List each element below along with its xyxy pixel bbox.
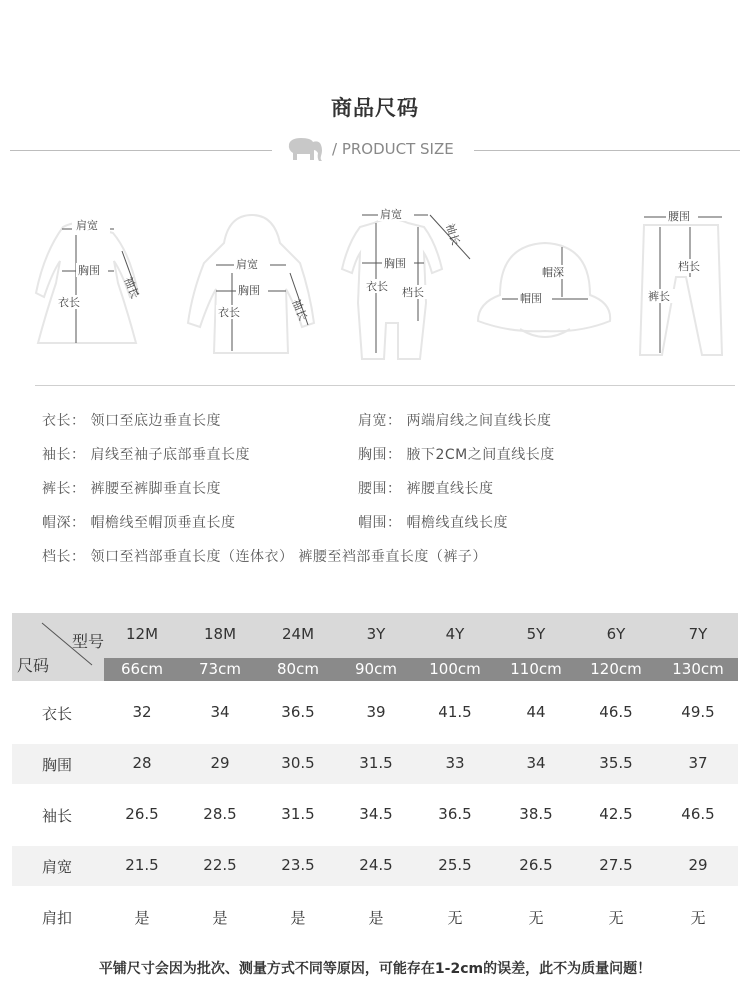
height-header-cell: 100cm xyxy=(429,660,481,678)
table-cell: 36.5 xyxy=(438,805,472,823)
height-header-cell: 80cm xyxy=(277,660,319,678)
table-cell: 35.5 xyxy=(599,754,633,772)
table-cell: 34 xyxy=(210,703,230,721)
table-cell: 29 xyxy=(688,856,708,874)
definition-item: 胸围： 腋下2CM之间直线长度 xyxy=(358,447,555,463)
definition-item: 袖长： 肩线至袖子底部垂直长度 xyxy=(42,447,250,463)
footer-note: 平铺尺寸会因为批次、测量方式不同等原因，可能存在1-2cm的误差，此不为质量问题！ xyxy=(98,961,652,977)
table-row xyxy=(12,846,738,886)
pants-waist-label: 腰围 xyxy=(668,210,690,223)
definition-item: 帽深： 帽檐线至帽顶垂直长度 xyxy=(42,515,236,531)
size-header-cell: 18M xyxy=(203,625,237,643)
romper-chest-label: 胸围 xyxy=(384,257,406,270)
table-cell: 34.5 xyxy=(359,805,393,823)
dress-sleeve-label: 袖长 xyxy=(121,275,142,301)
corner-size-label: 尺码 xyxy=(17,656,50,675)
size-header-cell: 6Y xyxy=(606,625,626,643)
table-cell: 39 xyxy=(366,703,386,721)
table-cell: 无 xyxy=(447,909,463,927)
dress-length-label: 衣长 xyxy=(58,296,80,309)
definition-item: 帽围： 帽檐线直线长度 xyxy=(358,515,508,531)
size-header-cell: 7Y xyxy=(688,625,708,643)
table-cell: 25.5 xyxy=(438,856,472,874)
table-cell: 无 xyxy=(608,909,624,927)
garment-illustrations xyxy=(0,195,750,370)
corner-model-label: 型号 xyxy=(72,632,105,651)
size-header-cell: 12M xyxy=(125,625,159,643)
table-cell: 31.5 xyxy=(281,805,315,823)
size-header-cell: 3Y xyxy=(366,625,386,643)
hat-illustration xyxy=(470,225,620,345)
table-cell: 是 xyxy=(212,909,228,927)
table-cell: 41.5 xyxy=(438,703,472,721)
jacket-chest-label: 胸围 xyxy=(238,284,260,297)
dress-shoulder-label: 肩宽 xyxy=(76,219,98,232)
definition-item: 档长： 领口至裆部垂直长度（连体衣） 裤腰至裆部垂直长度（裤子） xyxy=(42,549,487,565)
section-divider xyxy=(35,385,735,386)
table-cell: 34 xyxy=(526,754,546,772)
divider-right xyxy=(474,150,740,151)
dress-chest-label: 胸围 xyxy=(78,264,100,277)
dress-illustration xyxy=(18,213,158,353)
table-cell: 26.5 xyxy=(125,805,159,823)
subtitle: / PRODUCT SIZE xyxy=(332,140,454,158)
size-header-cell: 4Y xyxy=(445,625,465,643)
definition-item: 腰围： 裤腰直线长度 xyxy=(358,481,494,497)
row-label: 肩扣 xyxy=(41,909,72,927)
jacket-shoulder-label: 肩宽 xyxy=(236,258,258,271)
table-cell: 33 xyxy=(445,754,465,772)
height-header-cell: 66cm xyxy=(121,660,163,678)
table-cell: 49.5 xyxy=(681,703,715,721)
table-cell: 22.5 xyxy=(203,856,237,874)
table-cell: 27.5 xyxy=(599,856,633,874)
pants-illustration xyxy=(630,205,730,365)
table-cell: 是 xyxy=(368,909,384,927)
definition-item: 肩宽： 两端肩线之间直线长度 xyxy=(358,413,552,429)
size-header-cell: 24M xyxy=(281,625,315,643)
height-header-cell: 90cm xyxy=(355,660,397,678)
table-cell: 29 xyxy=(210,754,230,772)
pants-length-label: 裤长 xyxy=(648,290,670,303)
table-cell: 26.5 xyxy=(519,856,553,874)
romper-illustration xyxy=(334,203,484,363)
table-cell: 24.5 xyxy=(359,856,393,874)
height-header-cell: 130cm xyxy=(672,660,724,678)
size-header-cell: 5Y xyxy=(526,625,546,643)
definition-item: 衣长： 领口至底边垂直长度 xyxy=(42,413,221,429)
height-header-cell: 120cm xyxy=(590,660,642,678)
table-row xyxy=(12,897,738,937)
table-cell: 23.5 xyxy=(281,856,315,874)
page-title: 商品尺码 xyxy=(331,96,419,120)
table-cell: 38.5 xyxy=(519,805,553,823)
divider-left xyxy=(10,150,272,151)
table-cell: 46.5 xyxy=(599,703,633,721)
romper-length-label: 衣长 xyxy=(366,280,388,293)
row-label: 胸围 xyxy=(41,756,72,774)
romper-shoulder-label: 肩宽 xyxy=(380,208,402,221)
table-cell: 是 xyxy=(134,909,150,927)
table-cell: 30.5 xyxy=(281,754,315,772)
table-row xyxy=(12,693,738,733)
table-cell: 是 xyxy=(290,909,306,927)
table-row xyxy=(12,795,738,835)
table-cell: 31.5 xyxy=(359,754,393,772)
table-cell: 42.5 xyxy=(599,805,633,823)
row-label: 肩宽 xyxy=(41,858,72,876)
hat-depth-label: 帽深 xyxy=(542,266,564,279)
table-cell: 44 xyxy=(526,703,546,721)
elephant-icon xyxy=(281,136,327,164)
table-row xyxy=(12,744,738,784)
table-cell: 32 xyxy=(132,703,152,721)
height-header-cell: 73cm xyxy=(199,660,241,678)
romper-sleeve-label: 袖长 xyxy=(443,221,463,247)
subtitle-row xyxy=(0,136,750,164)
table-cell: 46.5 xyxy=(681,805,715,823)
table-header xyxy=(12,613,738,681)
table-cell: 37 xyxy=(688,754,708,772)
row-label: 衣长 xyxy=(41,705,72,723)
jacket-length-label: 衣长 xyxy=(218,306,240,319)
jacket-sleeve-label: 袖长 xyxy=(289,297,310,323)
table-cell: 36.5 xyxy=(281,703,315,721)
romper-crotch-label: 档长 xyxy=(402,286,424,299)
jacket-illustration xyxy=(174,213,324,363)
table-cell: 无 xyxy=(528,909,544,927)
pants-crotch-label: 档长 xyxy=(678,260,700,273)
table-cell: 28.5 xyxy=(203,805,237,823)
table-cell: 无 xyxy=(690,909,706,927)
height-header-cell: 110cm xyxy=(510,660,562,678)
definition-item: 裤长： 裤腰至裤脚垂直长度 xyxy=(42,481,221,497)
row-label: 袖长 xyxy=(41,807,72,825)
table-cell: 28 xyxy=(132,754,152,772)
hat-circ-label: 帽围 xyxy=(520,292,542,305)
table-cell: 21.5 xyxy=(125,856,159,874)
